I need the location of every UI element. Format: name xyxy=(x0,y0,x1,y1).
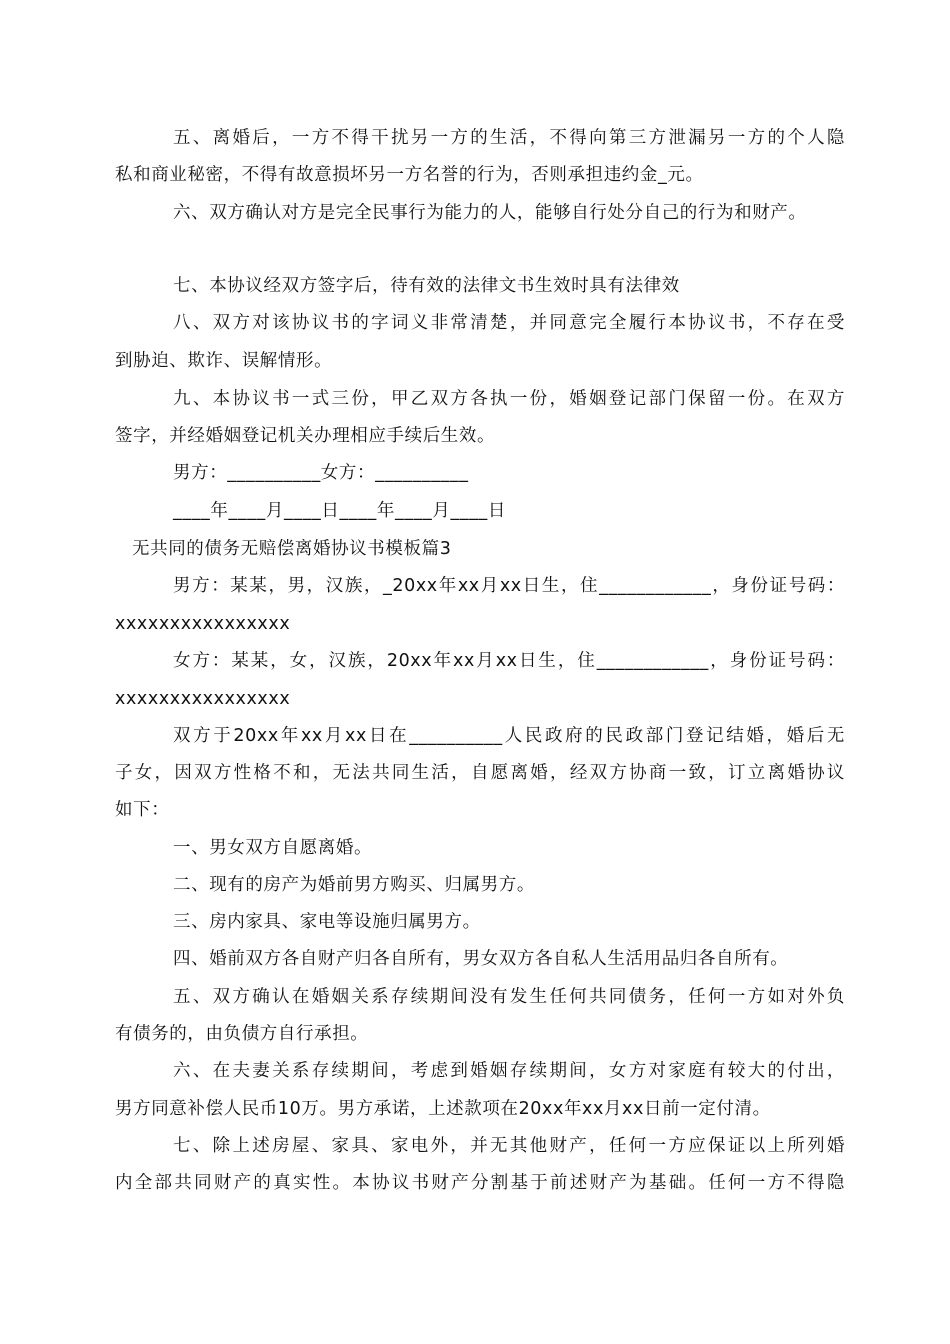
term-1: 一、男女双方自愿离婚。 xyxy=(173,838,373,858)
preamble-line-1: 双方于20xx年xx月xx日在__________人民政府的民政部门登记结婚，婚后无 xyxy=(173,726,845,746)
wife-info-line-1: 女方：某某，女，汉族，20xx年xx月xx日生，住____________，身份证号码： xyxy=(173,651,845,671)
husband-info-line-1: 男方：某某，男，汉族，_20xx年xx月xx日生，住____________，身份证号码： xyxy=(173,576,845,596)
preamble-line-2: 子女，因双方性格不和，无法共同生活，自愿离婚，经双方协商一致，订立离婚协议 xyxy=(115,763,845,783)
term-4: 四、婚前双方各自财产归各自所有，男女双方各自私人生活用品归各自所有。 xyxy=(173,949,789,969)
date-line: ____年____月____日____年____月____日 xyxy=(173,501,506,521)
clause-6: 六、双方确认对方是完全民事行为能力的人，能够自行处分自己的行为和财产。 xyxy=(173,203,807,223)
clause-9-line-2: 签字，并经婚姻登记机关办理相应手续后生效。 xyxy=(115,426,496,446)
clause-8-line-1: 八、双方对该协议书的字词义非常清楚，并同意完全履行本协议书，不存在受 xyxy=(173,313,845,333)
preamble-line-3: 如下： xyxy=(115,800,170,820)
section-title: 无共同的债务无赔偿离婚协议书模板篇3 xyxy=(132,539,452,559)
term-7-line-1: 七、除上述房屋、家具、家电外，并无其他财产，任何一方应保证以上所列婚 xyxy=(173,1136,845,1156)
term-5-line-1: 五、双方确认在婚姻关系存续期间没有发生任何共同债务，任何一方如对外负 xyxy=(173,987,845,1007)
term-6-line-2: 男方同意补偿人民币10万。男方承诺，上述款项在20xx年xx月xx日前一定付清。 xyxy=(115,1099,771,1119)
clause-8-line-2: 到胁迫、欺诈、误解情形。 xyxy=(115,351,333,371)
clause-9-line-1: 九、本协议书一式三份，甲乙双方各执一份，婚姻登记部门保留一份。在双方 xyxy=(173,389,845,409)
term-3: 三、房内家具、家电等设施归属男方。 xyxy=(173,912,481,932)
term-6-line-1: 六、在夫妻关系存续期间，考虑到婚姻存续期间，女方对家庭有较大的付出， xyxy=(173,1061,845,1081)
wife-id-number: xxxxxxxxxxxxxxxx xyxy=(115,689,291,709)
clause-7: 七、本协议经双方签字后，待有效的法律文书生效时具有法律效 xyxy=(173,276,680,296)
husband-id-number: xxxxxxxxxxxxxxxx xyxy=(115,614,291,634)
clause-5-line-1: 五、离婚后，一方不得干扰另一方的生活，不得向第三方泄漏另一方的个人隐 xyxy=(173,128,845,148)
term-2: 二、现有的房产为婚前男方购买、归属男方。 xyxy=(173,875,535,895)
clause-5-line-2: 私和商业秘密，不得有故意损坏另一方名誉的行为，否则承担违约金_元。 xyxy=(115,165,704,185)
signature-line: 男方：__________女方：__________ xyxy=(173,463,469,483)
term-5-line-2: 有债务的，由负债方自行承担。 xyxy=(115,1024,369,1044)
term-7-line-2: 内全部共同财产的真实性。本协议书财产分割基于前述财产为基础。任何一方不得隐 xyxy=(115,1173,845,1193)
